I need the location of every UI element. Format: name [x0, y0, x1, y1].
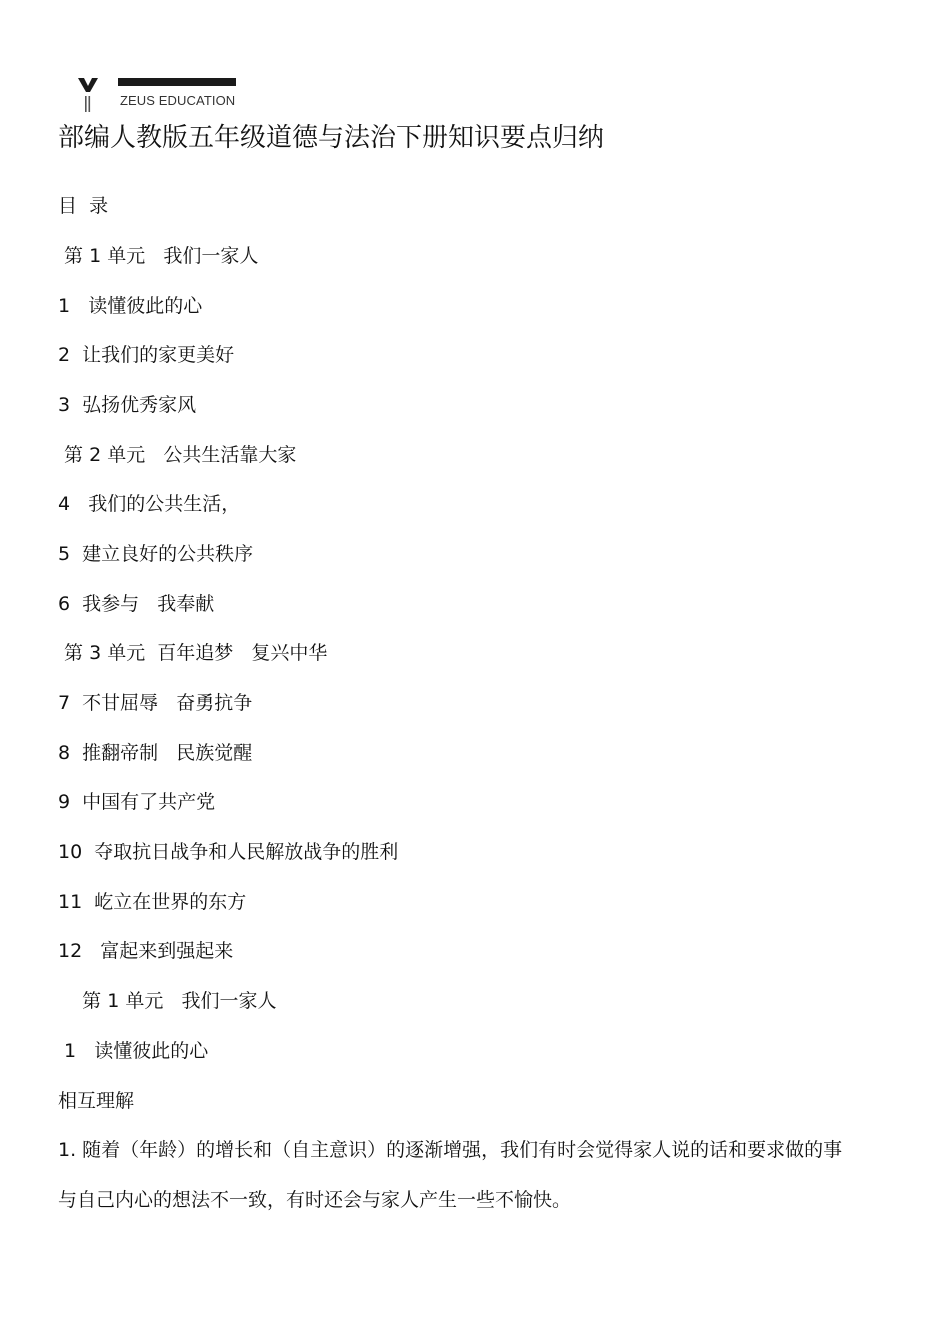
toc-lesson-12: 12 富起来到强起来 [58, 940, 234, 962]
logo-text: ZEUS EDUCATION [120, 93, 236, 108]
logo-wordmark-icon [118, 78, 236, 86]
document-title: 部编人教版五年级道德与法治下册知识要点归纳 [58, 123, 605, 153]
zeus-education-logo [78, 78, 278, 112]
section-subheading: 相互理解 [58, 1090, 135, 1112]
toc-lesson-10: 10 夺取抗日战争和人民解放战争的胜利 [58, 841, 399, 863]
section-unit-heading: 第 1 单元 我们一家人 [58, 990, 277, 1012]
body-paragraph-line-1: 1. 随着（年龄）的增长和（自主意识）的逐渐增强，我们有时会觉得家人说的话和要求做的事 [58, 1139, 843, 1161]
toc-unit-3: 第 3 单元 百年追梦 复兴中华 [58, 642, 328, 664]
toc-lesson-11: 11 屹立在世界的东方 [58, 891, 247, 913]
toc-lesson-4: 4 我们的公共生活， [58, 493, 241, 515]
toc-lesson-7: 7 不甘屈辱 奋勇抗争 [58, 692, 253, 714]
toc-lesson-6: 6 我参与 我奉献 [58, 593, 215, 615]
toc-lesson-1: 1 读懂彼此的心 [58, 295, 203, 317]
section-lesson-heading: 1 读懂彼此的心 [58, 1040, 209, 1062]
toc-lesson-9: 9 中国有了共产党 [58, 791, 216, 813]
toc-lesson-5: 5 建立良好的公共秩序 [58, 543, 254, 565]
logo-mark-icon [78, 78, 98, 112]
toc-heading: 目 录 [58, 195, 109, 217]
toc-lesson-8: 8 推翻帝制 民族觉醒 [58, 742, 253, 764]
toc-unit-1: 第 1 单元 我们一家人 [58, 245, 259, 267]
toc-unit-2: 第 2 单元 公共生活靠大家 [58, 444, 297, 466]
toc-lesson-3: 3 弘扬优秀家风 [58, 394, 197, 416]
body-paragraph-line-2: 与自己内心的想法不一致，有时还会与家人产生一些不愉快。 [58, 1189, 572, 1211]
toc-lesson-2: 2 让我们的家更美好 [58, 344, 235, 366]
